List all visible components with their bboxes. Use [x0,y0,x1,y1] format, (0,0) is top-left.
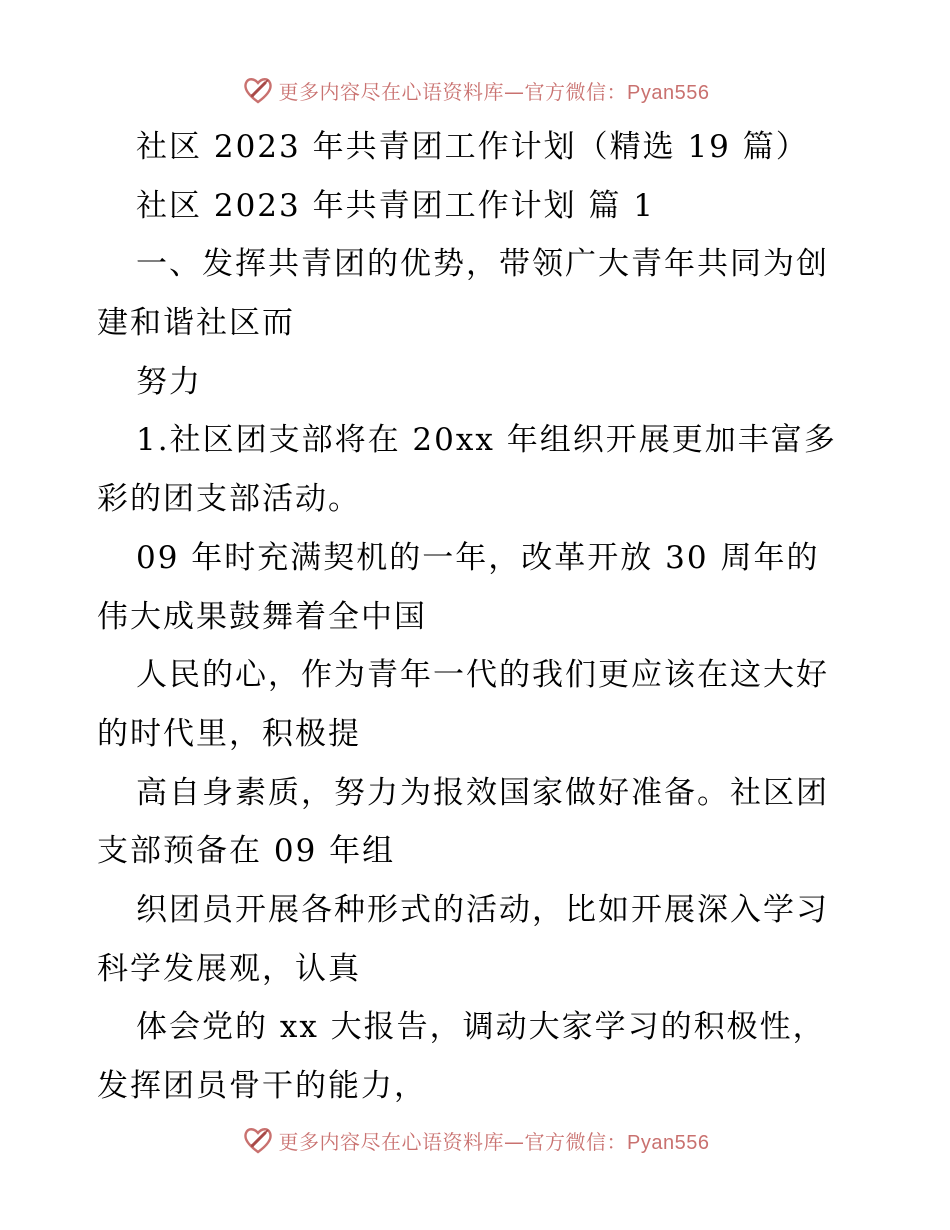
paragraph-line: 一、发挥共青团的优势，带领广大青年共同为创 [136,246,829,283]
footer-watermark-banner [0,1120,950,1160]
document-body [97,118,857,1116]
paragraph-line: 发挥团员骨干的能力， [97,1068,427,1104]
paragraph-line: 高自身素质，努力为报效国家做好准备。社区团 [136,774,829,811]
paragraph-line: 努力 [136,363,202,400]
section-heading: 社区 2023 年共青团工作计划 篇 1 [136,187,656,224]
banner-wechat-id: Pyan556 [627,81,710,104]
paragraph-line: 09 年时充满契机的一年，改革开放 30 周年的 [136,539,820,576]
heart-pen-logo-icon [241,73,275,107]
banner-wechat-id: Pyan556 [627,1131,710,1154]
paragraph-line: 织团员开展各种形式的活动，比如开展深入学习 [136,891,829,928]
banner-text: 更多内容尽在心语资料库—官方微信：Pyan556 [278,1129,710,1154]
document-title: 社区 2023 年共青团工作计划（精选 19 篇） [136,129,809,165]
banner-text: 更多内容尽在心语资料库—官方微信：Pyan556 [278,79,710,104]
paragraph-line: 建和谐社区而 [97,305,295,342]
paragraph-line: 伟大成果鼓舞着全中国 [97,598,427,635]
paragraph-line: 支部预备在 09 年组 [97,833,396,870]
paragraph-line: 体会党的 xx 大报告，调动大家学习的积极性， [136,1009,826,1046]
paragraph-line: 人民的心，作为青年一代的我们更应该在这大好 [136,657,829,694]
header-watermark-banner [0,70,950,110]
paragraph-line: 的时代里，积极提 [97,715,361,752]
paragraph-line: 彩的团支部活动。 [97,481,361,518]
paragraph-line: 1.社区团支部将在 20xx 年组织开展更加丰富多 [136,422,837,459]
paragraph-line: 科学发展观，认真 [97,950,361,987]
heart-pen-logo-icon [241,1123,275,1157]
